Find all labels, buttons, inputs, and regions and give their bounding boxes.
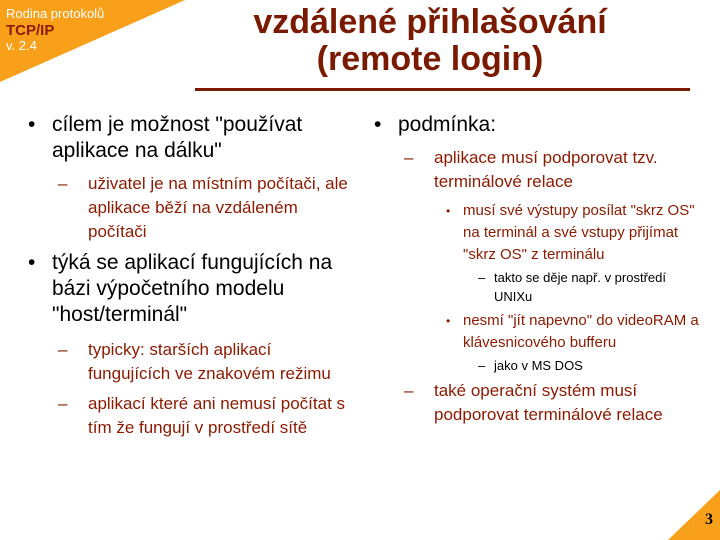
page-number: 3 [705,511,713,528]
subbullet-user-location: – uživatel je na místním počítači, ale aplikace běží na vzdáleném počítači [28,172,358,244]
bullet-condition: • podmínka: [374,112,704,138]
title-line-1: vzdálené přihlašování [253,3,607,41]
version-label: v. 2.4 [6,38,37,54]
protocol-name: TCP/IP [6,21,55,39]
header-brand [6,7,104,54]
subbullet-terminal-sessions: – aplikace musí podporovat tzv. terminálové relace [374,146,704,194]
slide-title [195,4,665,78]
title-line-2: (remote login) [316,40,544,78]
title-rule [195,88,690,91]
note-msdos: – jako v MS DOS [374,356,704,375]
bullet-host-terminal: • týká se aplikací fungujících na bázi výpočetního modelu "host/terminál" [28,250,358,328]
left-column [28,112,358,446]
note-unix: – takto se děje např. v prostředí UNIXu [374,268,704,306]
protocol-family-label: Rodina protokolů [6,6,105,21]
subbullet-typical: – typicky: starších aplikací fungujících ve znakovém režimu [28,338,358,386]
bullet-goal: • cílem je možnost "používat aplikace na dálku" [28,112,358,164]
subbullet-network-unaware: – aplikací které ani nemusí počítat s tím že fungují v prostředí sítě [28,392,358,440]
subsubbullet-no-direct-access: • nesmí "jít napevno" do videoRAM a klávesnicového bufferu [374,310,704,354]
subsubbullet-io-through-os: • musí své výstupy posílat "skrz OS" na terminál a své vstupy přijímat "skrz OS" z terminálu [374,200,704,266]
right-column [374,112,704,433]
subbullet-os-support: – také operační systém musí podporovat terminálové relace [374,379,704,427]
